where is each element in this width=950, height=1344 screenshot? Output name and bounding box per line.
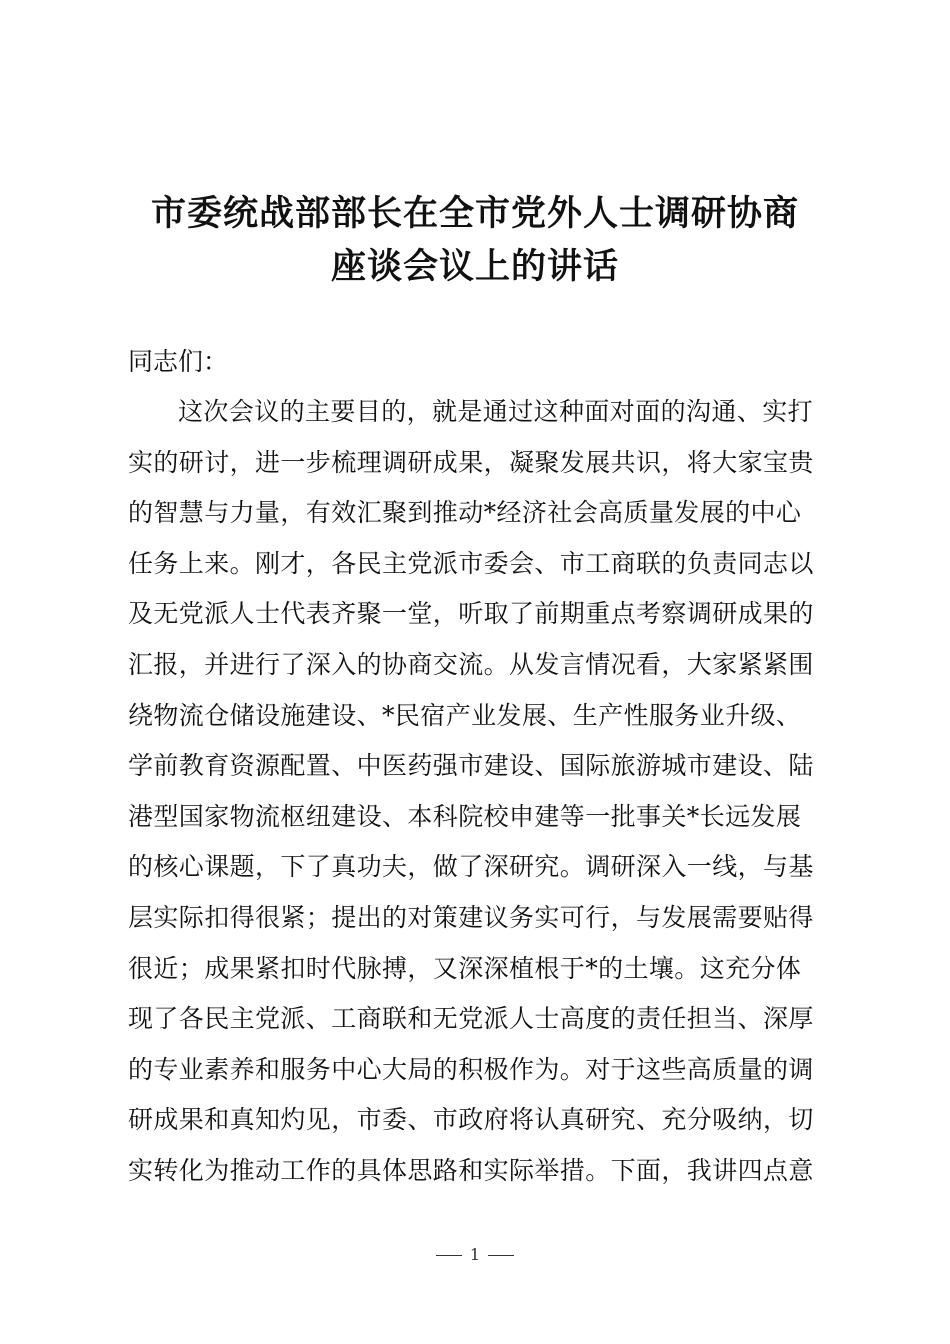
body-line: 层实际扣得很紧；提出的对策建议务实可行，与发展需要贴得 bbox=[128, 902, 814, 932]
dash-left bbox=[436, 1255, 462, 1256]
body-line: 的专业素养和服务中心大局的积极作为。对于这些高质量的调 bbox=[128, 1054, 814, 1084]
body-line: 这次会议的主要目的，就是通过这种面对面的沟通、实打 bbox=[178, 397, 814, 426]
body-line: 任务上来。刚才，各民主党派市委会、市工商联的负责同志以 bbox=[128, 548, 814, 578]
page-number: 1 bbox=[469, 1245, 481, 1264]
body-line: 汇报，并进行了深入的协商交流。从发言情况看，大家紧紧围 bbox=[128, 649, 814, 679]
body-line: 实转化为推动工作的具体思路和实际举措。下面，我讲四点意 bbox=[128, 1155, 814, 1185]
page-footer bbox=[0, 1243, 950, 1267]
title-line-2: 座谈会议上的讲话 bbox=[330, 247, 619, 287]
body-line: 的智慧与力量，有效汇聚到推动*经济社会高质量发展的中心 bbox=[128, 498, 802, 528]
greeting: 同志们： bbox=[128, 347, 229, 376]
title-line-1: 市委统战部部长在全市党外人士调研协商 bbox=[150, 194, 799, 234]
body-line: 实的研讨，进一步梳理调研成果，凝聚发展共识，将大家宝贵 bbox=[128, 447, 814, 477]
body-line: 很近；成果紧扣时代脉搏，又深深植根于*的土壤。这充分体 bbox=[128, 953, 802, 983]
body-line: 绕物流仓储设施建设、*民宿产业发展、生产性服务业升级、 bbox=[128, 700, 802, 730]
body-line: 港型国家物流枢纽建设、本科院校申建等一批事关*长远发展 bbox=[128, 801, 802, 831]
document-title bbox=[0, 188, 950, 294]
body-line: 学前教育资源配置、中医药强市建设、国际旅游城市建设、陆 bbox=[128, 751, 814, 781]
body-line: 研成果和真知灼见，市委、市政府将认真研究、充分吸纳，切 bbox=[128, 1105, 814, 1135]
body-paragraph bbox=[128, 392, 828, 1202]
body-line: 现了各民主党派、工商联和无党派人士高度的责任担当、深厚 bbox=[128, 1004, 814, 1034]
body-line: 的核心课题，下了真功夫，做了深研究。调研深入一线，与基 bbox=[128, 852, 814, 882]
body-line: 及无党派人士代表齐聚一堂，听取了前期重点考察调研成果的 bbox=[128, 599, 814, 629]
dash-right bbox=[488, 1255, 514, 1256]
